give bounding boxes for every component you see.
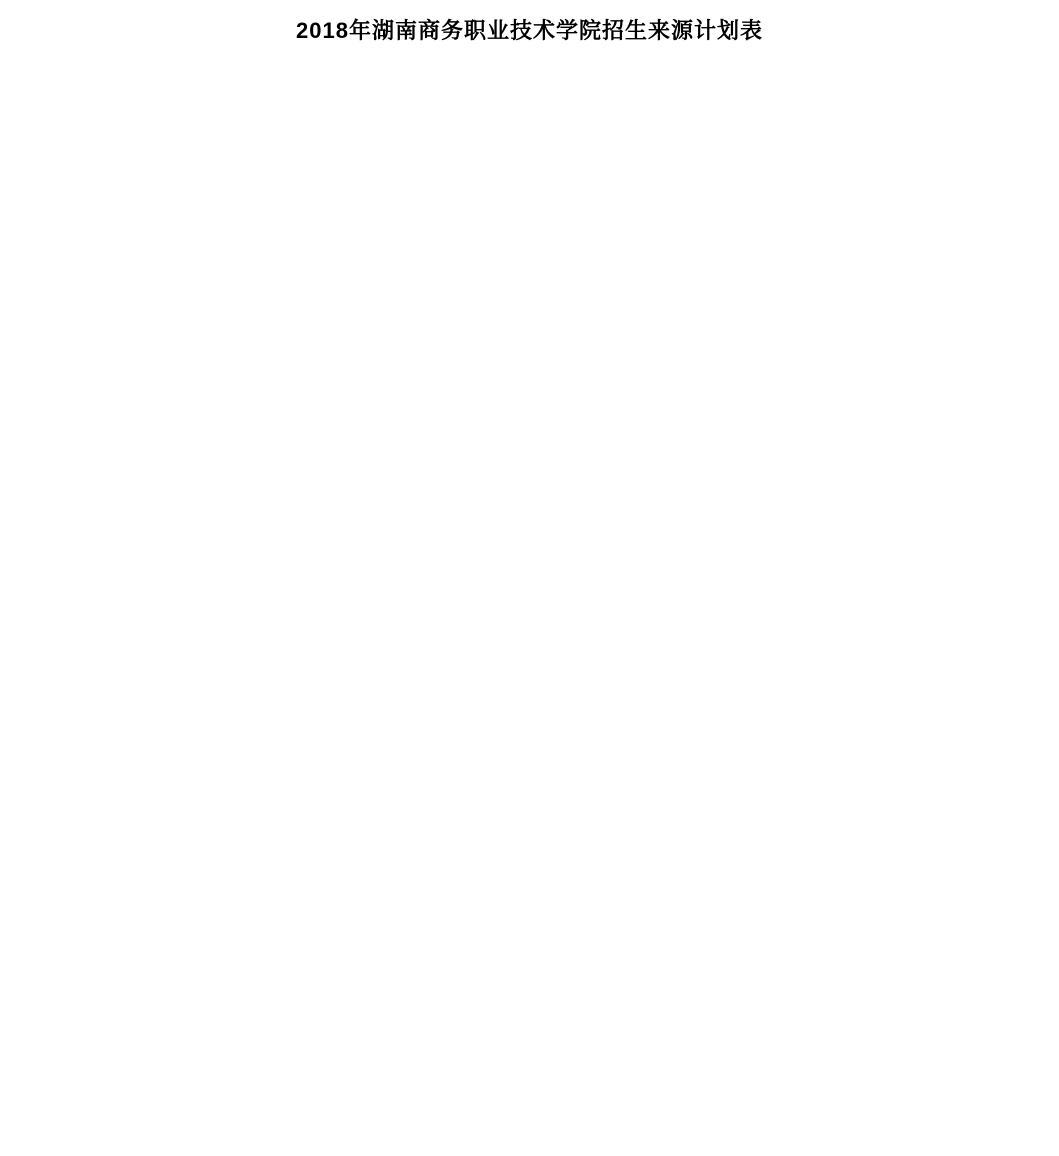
page-title: 2018年湖南商务职业技术学院招生来源计划表	[296, 18, 763, 43]
